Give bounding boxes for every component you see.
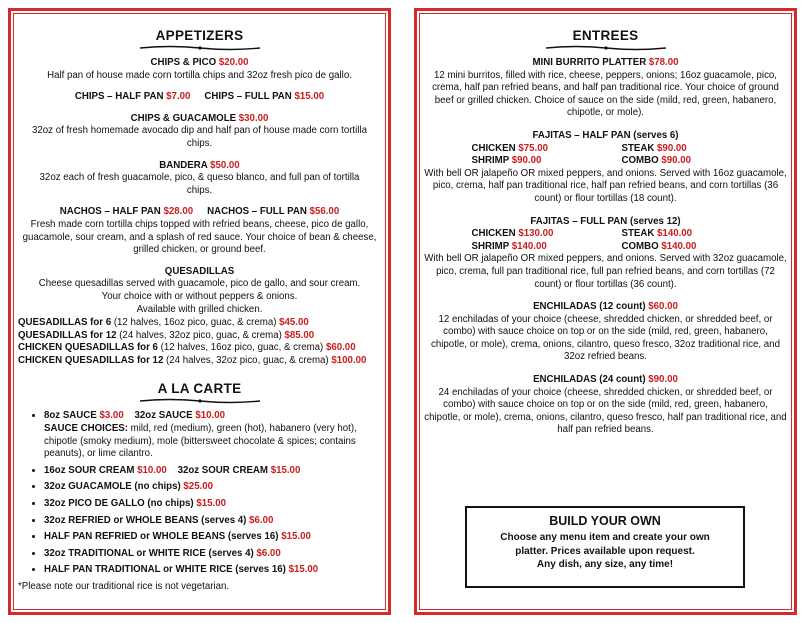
quesadilla-option: CHICKEN QUESADILLAS for 6 (12 halves, 16oz pico, guac, & crema) $60.00 (18, 342, 356, 354)
menu-page-left (8, 8, 391, 615)
bandera-desc: 32oz each of fresh guacamole, pico, & queso blanco, and full pan of tortilla chips. (39, 172, 360, 196)
quesadilla-option: CHICKEN QUESADILLAS for 12 (24 halves, 32oz pico, guac, & crema) $100.00 (18, 354, 367, 366)
mini-burrito-desc: 12 mini burritos, filled with rice, cheese, peppers, onions; 16oz guacamole, pico, crema, half pan refried beans, and half pan traditional rice. Your choice of ground beef or grilled chicken. Choice of sauce on the side (mild, red, green, habanero, chipotle, or mole). (432, 69, 779, 119)
menu-page-right (414, 8, 797, 615)
build-line-3: Any dish, any size, any time! (536, 559, 674, 570)
build-title: BUILD YOUR OWN (549, 514, 661, 528)
enchiladas-12-desc: 12 enchiladas of your choice (cheese, shredded chicken, or shredded beef, or combo) with sauce choice on top or on the side (mild, red, green, habanero, chipotle, or mole), crema, onions, cilantro, queso fresco, 32oz traditional rice, and 32oz refried beans. (431, 313, 780, 363)
quesadillas-desc-3: Available with grilled chicken. (136, 303, 263, 315)
list-item: • 8oz SAUCE $3.00 32oz SAUCE $10.00 SAUCE CHOICES: mild, red (medium), green (hot), habanero (very hot), chipotle (smoky medium), mole (bittersweet chocolate & spices; contains peanuts), or lime cilantro. (44, 410, 381, 460)
quesadillas-desc-1: Cheese quesadillas served with guacamole, pico de gallo, and sour cream. (38, 278, 361, 290)
quesadillas-desc-2: Your choice with or without peppers & onions. (101, 290, 298, 302)
rice-note: *Please note our traditional rice is not vegetarian. (18, 581, 230, 592)
flourish-divider (140, 397, 260, 405)
fajitas-half-title: FAJITAS – HALF PAN (serves 6) (532, 129, 679, 141)
list-item: • 32oz GUACAMOLE (no chips) $25.00 (44, 481, 381, 494)
chips-pans: CHIPS – HALF PAN $7.00 CHIPS – FULL PAN $15.00 (74, 91, 325, 103)
nachos-pans: NACHOS – HALF PAN $28.00 NACHOS – FULL PAN $56.00 (59, 206, 340, 218)
alacarte-list (18, 410, 381, 577)
chips-guac-item: CHIPS & GUACAMOLE $30.00 (130, 112, 269, 124)
build-your-own-box (465, 506, 745, 588)
list-item: • 32oz PICO DE GALLO (no chips) $15.00 (44, 498, 381, 511)
list-item: • 16oz SOUR CREAM $10.00 32oz SOUR CREAM $15.00 (44, 465, 381, 478)
quesadilla-option: QUESADILLAS for 12 (24 halves, 32oz pico, guac, & crema) $85.00 (18, 329, 315, 341)
enchiladas-24-item: ENCHILADAS (24 count) $90.00 (533, 374, 678, 386)
alacarte-heading: A LA CARTE (157, 381, 242, 397)
build-line-2: platter. Prices available upon request. (515, 545, 695, 557)
chips-pico-item: CHIPS & PICO $20.00 (150, 57, 249, 68)
build-line-1: Choose any menu item and create your own (500, 532, 710, 543)
flourish-divider (140, 44, 260, 52)
quesadillas-title: QUESADILLAS (164, 265, 235, 277)
chips-guac-desc: 32oz of fresh homemade avocado dip and half pan of house made corn tortilla chips. (32, 125, 367, 149)
mini-burrito-item: MINI BURRITO PLATTER $78.00 (532, 57, 679, 68)
flourish-divider (546, 44, 666, 52)
chips-pico-desc: Half pan of house made corn tortilla chips and 32oz fresh pico de gallo. (47, 69, 352, 81)
list-item: • 32oz REFRIED or WHOLE BEANS (serves 4) $6.00 (44, 515, 381, 528)
appetizers-heading: APPETIZERS (155, 28, 244, 43)
fajitas-full-title: FAJITAS – FULL PAN (serves 12) (530, 215, 681, 227)
fajitas-full-prices: CHICKEN $130.00 STEAK $140.00 SHRIMP $140.00 COMBO $140.00 (471, 228, 697, 252)
entrees-heading: ENTREES (572, 28, 639, 43)
bandera-item: BANDERA $50.00 (159, 159, 240, 171)
quesadilla-option: QUESADILLAS for 6 (12 halves, 16oz pico, guac, & crema) $45.00 (18, 317, 309, 329)
left-content (18, 22, 381, 607)
list-item: • HALF PAN REFRIED or WHOLE BEANS (serves 16) $15.00 (44, 531, 381, 544)
quesadilla-options (18, 317, 381, 367)
list-item: • HALF PAN TRADITIONAL or WHITE RICE (serves 16) $15.00 (44, 564, 381, 577)
nachos-desc: Fresh made corn tortilla chips topped with refried beans, cheese, pico de gallo, guacamole, sour cream, and a splash of red sauce. Your choice of bean & cheese, grilled chicken, or ground beef. (22, 218, 377, 256)
fajitas-half-prices: CHICKEN $75.00 STEAK $90.00 SHRIMP $90.00 COMBO $90.00 (471, 142, 691, 167)
enchiladas-12-item: ENCHILADAS (12 count) $60.00 (533, 301, 678, 313)
list-item: • 32oz TRADITIONAL or WHITE RICE (serves 4) $6.00 (44, 548, 381, 561)
fajitas-half-desc: With bell OR jalapeño OR mixed peppers, and onions. Served with 16oz guacamole, pico, crema, half pan traditional rice, half pan refried beans, and corn tortillas (36 count) or flour tortillas (18 count). (424, 167, 787, 204)
enchiladas-24-desc: 24 enchiladas of your choice (cheese, shredded chicken, or shredded beef, or combo) with sauce choice on top or on the side (mild, red, green, habanero, chipotle, or mole), crema, onions, cilantro, queso fresco, half pan traditional rice, and half pan refried beans. (424, 386, 787, 436)
fajitas-full-desc: With bell OR jalapeño OR mixed peppers, and onions. Served with 32oz guacamole, pico, crema, full pan traditional rice, full pan refried beans, and corn tortillas (72 count) or flour tortillas (36 count). (424, 253, 787, 290)
